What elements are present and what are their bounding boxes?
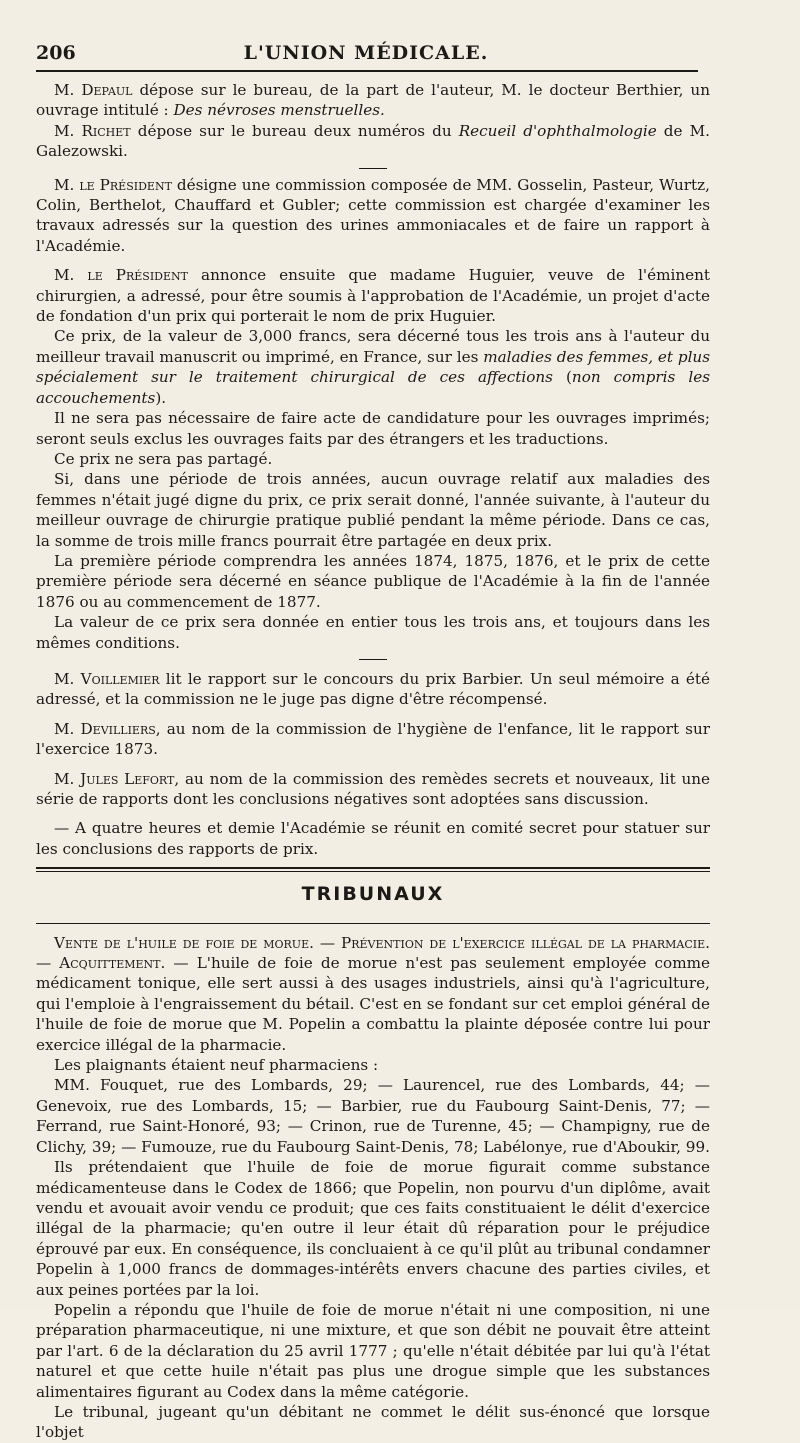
paragraph: Popelin a répondu que l'huile de foie de morue n'était ni une composition, ni une préparation pharmaceutique, ni une mixture, et que son débit ne pouvait être atteint par l'art. 6 de la déclaration du 25 avril 1777 ; qu'elle n'était débitée par lui qu'à l'état naturel et que cette huile n'était pas plus une drogue simple que les substances alimentaires figurant au Codex dans la même catégorie. xyxy=(36,1300,710,1401)
speaker-name: M. Devilliers xyxy=(54,719,156,738)
paragraph: Si, dans une période de trois années, aucun ouvrage relatif aux maladies des femmes n'était jugé digne du prix, ce prix serait donné, l'année suivante, à l'auteur du meilleur ouvrage de chirurgie pratique publié pendant la même période. Dans ce cas, la somme de trois mille francs pourrait être partagée en deux prix. xyxy=(36,470,710,550)
paragraph: M. Depaul dépose sur le bureau, de la part de l'auteur, M. le docteur Berthier, un ouvrage intitulé : Des névroses menstruelles. xyxy=(36,81,710,120)
paragraph: M. Devilliers, au nom de la commission de l'hygiène de l'enfance, lit le rapport sur l'exercice 1873. xyxy=(36,719,710,759)
article-body xyxy=(36,80,710,1443)
paragraph: M. Richet dépose sur le bureau deux numéros du Recueil d'ophthalmologie de M. Galezowski. xyxy=(36,121,710,161)
speaker-name: M. Voillemier xyxy=(54,669,160,688)
speaker-name: M. Jules Lefort xyxy=(54,769,175,788)
speaker-name: M. le Président xyxy=(54,175,172,194)
paragraph: Vente de l'huile de foie de morue. — Prévention de l'exercice illégal de la pharmacie. — Acquittement. — L'huile de foie de morue n'est pas seulement employée comme médicament tonique, elle sert aussi à des usages industriels, ainsi qu'à l'agriculture, qui l'emploie à l'engraissement du bétail. C'est en se fondant sur cet emploi général de l'huile de foie de morue que M. Popelin a combattu la plainte déposée contre lui pour exercice illégal de la pharmacie. xyxy=(36,933,710,1054)
paragraph: M. le Président annonce ensuite que madame Huguier, veuve de l'éminent chirurgien, a adressé, pour être soumis à l'approbation de l'Académie, un projet d'acte de fondation d'un prix qui porterait le nom de prix Huguier. xyxy=(36,266,711,326)
speaker-name: M. Richet xyxy=(54,121,131,140)
section-rule xyxy=(36,867,710,872)
section-title-rule xyxy=(36,923,710,924)
paragraph: M. Jules Lefort, au nom de la commission des remèdes secrets et nouveaux, lit une série de rapports dont les conclusions négatives sont adoptées sans discussion. xyxy=(36,769,710,808)
paragraph: — A quatre heures et demie l'Académie se réunit en comité secret pour statuer sur les conclusions des rapports de prix. xyxy=(36,819,710,858)
paragraph: Ils prétendaient que l'huile de foie de morue figurait comme substance médicamenteuse dans le Codex de 1866; que Popelin, non pourvu d'un diplôme, avait vendu et avouait avoir vendu ce produit; que ces faits constituaient le délit d'exercice illégal de la pharmacie; qu'en outre il leur était dû réparation pour le préjudice éprouvé par eux. En conséquence, ils concluaient à ce qu'il plût au tribunal condamner Popelin à 1,000 francs de dommages-intérêts envers chacune des parties civiles, et aux peines portées par la loi. xyxy=(36,1158,710,1299)
book-title: Des névroses menstruelles. xyxy=(173,101,385,120)
speaker-name: M. Depaul xyxy=(54,81,133,99)
paragraph: Les plaignants étaient neuf pharmaciens : xyxy=(54,1056,379,1075)
header-rule xyxy=(36,70,698,72)
separator xyxy=(359,168,387,169)
paragraph: La première période comprendra les années 1874, 1875, 1876, et le prix de cette première période sera décerné en séance publique de l'Académie à la fin de l'année 1876 ou au commencement de 1877. xyxy=(36,551,710,611)
paragraph: Le tribunal, jugeant qu'un débitant ne commet le délit sus-énoncé que lorsque l'objet xyxy=(36,1402,710,1442)
paragraph: Ce prix, de la valeur de 3,000 francs, sera décerné tous les trois ans à l'auteur du meilleur travail manuscrit ou imprimé, en France, sur les maladies des femmes, et plus spécialement sur le traitement chirurgical de ces affections (non compris les accouchements). xyxy=(36,327,710,407)
case-heading: Vente de l'huile de foie de morue. — Prévention de l'exercice illégal de la pharmacie. — Acquittement. xyxy=(36,933,710,973)
separator xyxy=(359,659,387,660)
paragraph: M. le Président désigne une commission composée de MM. Gosselin, Pasteur, Wurtz, Colin, Berthelot, Chauffard et Gubler; cette commission est chargée d'examiner les travaux adressés sur la question des urines ammoniacales et de faire un rapport à l'Académie. xyxy=(36,175,710,255)
paragraph: Il ne sera pas nécessaire de faire acte de candidature pour les ouvrages imprimés; seront seuls exclus les ouvrages faits par des étrangers et les traductions. xyxy=(36,409,710,448)
speaker-name: M. le Président xyxy=(54,266,188,285)
section-title: TRIBUNAUX xyxy=(301,883,445,906)
paragraph: M. Voillemier lit le rapport sur le concours du prix Barbier. Un seul mémoire a été adressé, et la commission ne le juge pas digne d'être récompensé. xyxy=(36,669,710,709)
paragraph: La valeur de ce prix sera donnée en entier tous les trois ans, et toujours dans les mêmes conditions. xyxy=(36,613,710,652)
journal-reference: Recueil d'ophthalmologie xyxy=(458,121,657,140)
running-header xyxy=(36,40,696,68)
page-number: 206 xyxy=(36,42,76,64)
journal-title: L'UNION MÉDICALE. xyxy=(243,42,489,64)
paragraph: Ce prix ne sera pas partagé. xyxy=(54,449,273,468)
paragraph: MM. Fouquet, rue des Lombards, 29; — Laurencel, rue des Lombards, 44; — Genevoix, rue des Lombards, 15; — Barbier, rue du Faubourg Saint-Denis, 77; — Ferrand, rue Saint-Honoré, 93; — Crinon, rue de Turenne, 45; — Champigny, rue de Clichy, 39; — Fumouze, rue du Faubourg Saint-Denis, 78; Labélonye, rue d'Aboukir, 99. xyxy=(36,1076,710,1156)
